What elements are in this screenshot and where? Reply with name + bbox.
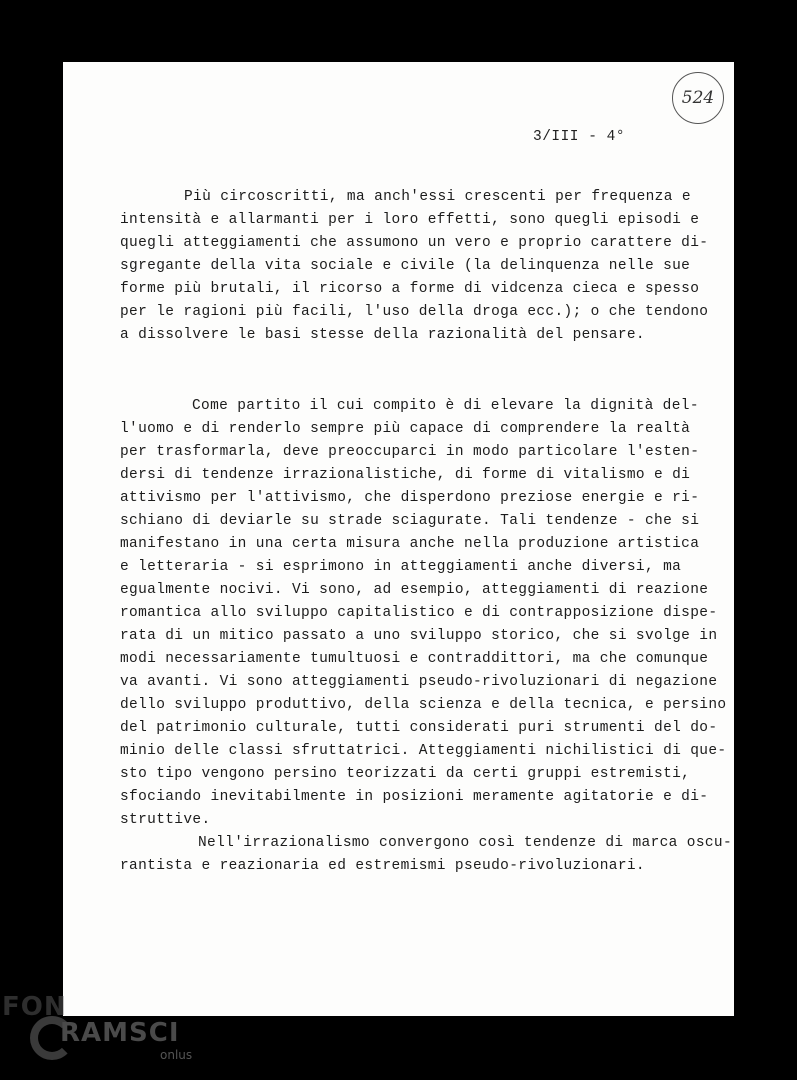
archive-stamp (672, 72, 724, 124)
page-reference: 3/III - 4° (533, 129, 626, 145)
text-line: romantica allo sviluppo capitalistico e di contrapposizione dispe- (120, 605, 718, 621)
text-line: manifestano in una certa misura anche nella produzione artistica (120, 536, 700, 552)
text-line: Più circoscritti, ma anch'essi crescenti per frequenza e (184, 189, 691, 205)
text-line: schiano di deviarle su strade sciagurate. Tali tendenze - che si (120, 513, 700, 529)
text-line: sfociando inevitabilmente in posizioni meramente agitatorie e di- (120, 789, 709, 805)
text-line: attivismo per l'attivismo, che disperdono preziose energie e ri- (120, 490, 700, 506)
text-line: quegli atteggiamenti che assumono un vero e proprio carattere di- (120, 235, 709, 251)
text-line: l'uomo e di renderlo sempre più capace di comprendere la realtà (120, 421, 691, 437)
text-line: struttive. (120, 812, 211, 828)
text-line: forme più brutali, il ricorso a forme di vidcenza cieca e spesso (120, 281, 700, 297)
text-line: per trasformarla, deve preoccuparci in modo particolare l'esten- (120, 444, 700, 460)
text-line: intensità e allarmanti per i loro effetti, sono quegli episodi e (120, 212, 700, 228)
document-page (63, 62, 734, 1016)
text-line: dello sviluppo produttivo, della scienza e della tecnica, e persino (120, 697, 727, 713)
text-line: rata di un mitico passato a uno sviluppo storico, che si svolge in (120, 628, 718, 644)
stamp-number: 524 (681, 88, 715, 108)
text-line: egualmente nocivi. Vi sono, ad esempio, atteggiamenti di reazione (120, 582, 709, 598)
watermark-logo (0, 990, 220, 1070)
text-line: Nell'irrazionalismo convergono così tendenze di marca oscu- (198, 835, 733, 851)
text-line: sto tipo vengono persino teorizzati da certi gruppi estremisti, (120, 766, 691, 782)
text-line: minio delle classi sfruttatrici. Atteggiamenti nichilistici di que- (120, 743, 727, 759)
text-line: e letteraria - si esprimono in atteggiamenti anche diversi, ma (120, 559, 682, 575)
logo-main-text: RAMSCI (60, 1018, 180, 1048)
text-line: Come partito il cui compito è di elevare la dignità del- (192, 398, 699, 414)
text-line: modi necessariamente tumultuosi e contraddittori, ma che comunque (120, 651, 709, 667)
text-line: sgregante della vita sociale e civile (la delinquenza nelle sue (120, 258, 691, 274)
text-line: per le ragioni più facili, l'uso della droga ecc.); o che tendono (120, 304, 709, 320)
text-line: rantista e reazionaria ed estremismi pseudo-rivoluzionari. (120, 858, 645, 874)
text-line: a dissolvere le basi stesse della razionalità del pensare. (120, 327, 645, 343)
text-line: dersi di tendenze irrazionalistiche, di forme di vitalismo e di (120, 467, 691, 483)
text-line: del patrimonio culturale, tutti considerati puri strumenti del do- (120, 720, 718, 736)
text-line: va avanti. Vi sono atteggiamenti pseudo-rivoluzionari di negazione (120, 674, 718, 690)
logo-top-text: FON (2, 992, 67, 1022)
logo-sub-text: onlus (160, 1048, 193, 1062)
